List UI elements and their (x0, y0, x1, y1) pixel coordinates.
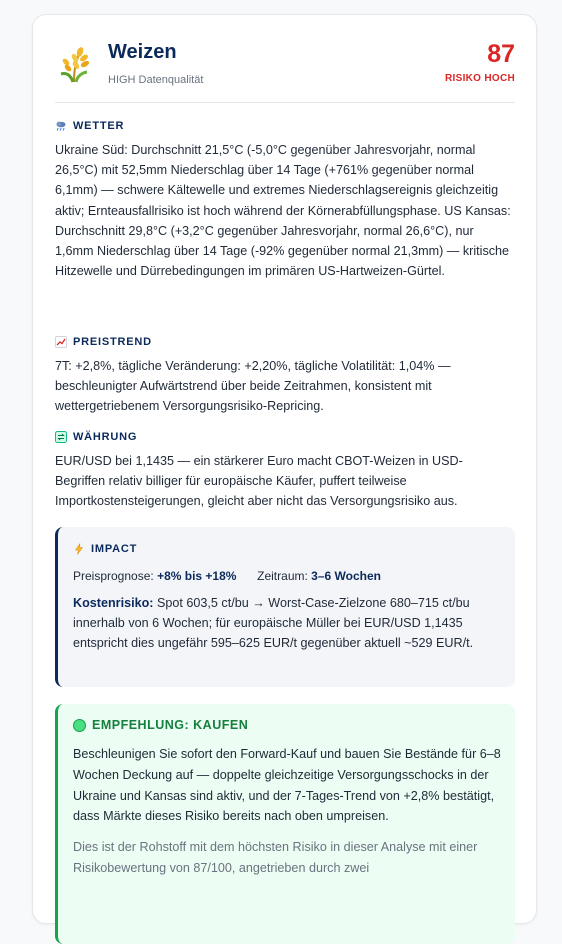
commodity-card (32, 14, 537, 924)
recommendation-note: Dies ist der Rohstoff mit dem höchsten Risiko in dieser Analyse mit einer Risikobewertung von 87/100, angetrieben durch zwei (73, 840, 478, 875)
commodity-title: Weizen (108, 41, 177, 63)
weather-title: WETTER (73, 120, 125, 132)
currency-section (55, 429, 511, 512)
cost-risk-text (73, 593, 501, 654)
chart-up-icon (55, 336, 67, 348)
price-trend-section (55, 334, 511, 417)
rain-cloud-icon (55, 120, 67, 132)
forecast-value: +8% bis +18% (157, 569, 237, 583)
green-circle-icon (73, 719, 86, 732)
cost-risk-detail: Spot 603,5 ct/bu → Worst-Case-Zielzone 680–715 ct/bu innerhalb von 6 Wochen; für europäische Müller bei EUR/USD 1,1435 entspricht dies ungefähr 595–625 EUR/t gegenüber aktuell ~529 EUR/t. (73, 596, 474, 651)
recommendation-box (55, 704, 515, 944)
impact-forecast-line (73, 567, 501, 585)
timeframe-value: 3–6 Wochen (311, 569, 381, 583)
price-trend-title: PREISTREND (73, 336, 152, 348)
data-quality-label: HIGH Datenqualität (108, 74, 204, 86)
weather-section (55, 118, 511, 281)
recommendation-text: Beschleunigen Sie sofort den Forward-Kauf und bauen Sie Bestände für 6–8 Wochen Deckung auf — doppelte gleichzeitige Versorgungsschocks in der Ukraine und Kansas sind aktiv, und der 7-Tages-Trend von +2,8% bestätigt, dass Märkte dieses Risiko bereits nach oben umpreisen. (73, 747, 501, 824)
timeframe-label: Zeitraum: (257, 569, 308, 583)
risk-score: 87 (487, 40, 515, 68)
price-trend-text: 7T: +2,8%, tägliche Veränderung: +2,20%, tägliche Volatilität: 1,04% — beschleunigter Aufwärtstrend über beide Zeitrahmen, konsistent mit wettergetriebenem Versorgungsrisiko-Repricing. (55, 359, 451, 414)
header-divider (55, 102, 515, 103)
wheat-icon (55, 44, 95, 84)
card-header (55, 41, 515, 105)
risk-level-label: RISIKO HOCH (445, 73, 515, 84)
impact-box (55, 527, 515, 687)
impact-title: IMPACT (91, 543, 138, 555)
weather-text: Ukraine Süd: Durchschnitt 21,5°C (-5,0°C gegenüber Jahresvorjahr, normal 26,5°C) mit 52,5mm Niederschlag über 14 Tage (+761% gegenüber normal 6,1mm) — schwere Kältewelle und extremes Niederschlagsereignis gleichzeitig aktiv; Ernteausfallrisiko ist hoch während der Körnerabfüllungsphase. US Kansas: Durchschnitt 29,8°C (+3,2°C gegenüber Jahresvorjahr, normal 26,6°C), nur 1,6mm Niederschlag über 14 Tage (-92% gegenüber normal 21,3mm) — kritische Hitzewelle und Dürrebedingungen im primären US-Hartweizen-Gürtel. (55, 143, 511, 279)
currency-text: EUR/USD bei 1,1435 — ein stärkerer Euro macht CBOT-Weizen in USD-Begriffen relativ billiger für europäische Käufer, puffert teilweise Importkostensteigerungen, gleicht aber nicht das Versorgungsrisiko aus. (55, 454, 463, 509)
forecast-label: Preisprognose: (73, 569, 154, 583)
lightning-icon (73, 543, 85, 555)
currency-title: WÄHRUNG (73, 431, 138, 443)
currency-exchange-icon (55, 431, 67, 443)
recommendation-title: EMPFEHLUNG: KAUFEN (92, 718, 249, 732)
cost-risk-label: Kostenrisiko: (73, 596, 154, 610)
